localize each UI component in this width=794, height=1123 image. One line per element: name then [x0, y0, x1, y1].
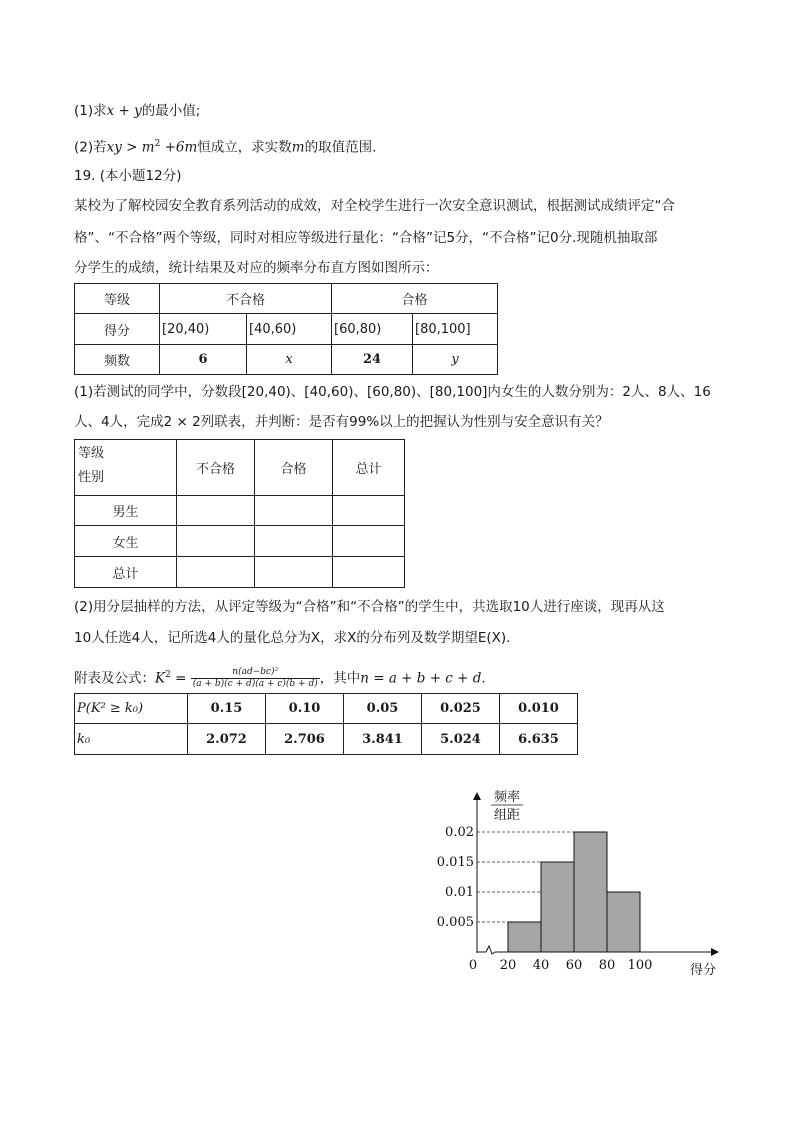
k-value-cell: 5.024: [422, 724, 500, 755]
row-header: 男生: [75, 496, 177, 526]
histogram-bar: [607, 892, 640, 952]
range-cell: [60,80): [332, 314, 413, 345]
critical-value-table: [74, 693, 578, 755]
score-label: 得分: [75, 314, 160, 345]
histogram-bar: [508, 922, 541, 952]
corner-bottom-label: 性别: [78, 470, 105, 485]
q19-heading: 19. (本小题12分): [74, 168, 182, 184]
freq-cell: 6: [160, 345, 247, 375]
histogram-bar: [541, 862, 574, 952]
q19-part2-line-2: 10人任选4人，记所选4人的量化总分为X，求X的分布列及数学期望E(X).: [74, 630, 511, 646]
blank-cell: [333, 526, 405, 557]
grade-header: 等级: [75, 284, 160, 314]
range-cell: [40,60): [247, 314, 332, 345]
q19-intro-line-1: 某校为了解校园安全教育系列活动的成效，对全校学生进行一次安全意识测试，根据测试成绩评定“合: [74, 198, 675, 214]
histogram-bar: [574, 832, 607, 952]
formula-numerator: n(ad−bc)²: [191, 667, 320, 679]
q19-part1-line-1: (1)若测试的同学中，分数段[20,40)、[40,60)、[60,80)、[80,100]内女生的人数分别为：2人、8人、16: [74, 384, 711, 400]
p-row-label: P(K² ≥ k₀): [75, 694, 188, 724]
y-tick-label: 0.01: [445, 885, 474, 900]
formula-denominator: (a + b)(c + d)(a + c)(b + d): [192, 679, 318, 689]
freq-cell: 24: [332, 345, 413, 375]
blank-cell: [333, 496, 405, 526]
x-tick-label: 80: [598, 958, 616, 973]
origin-label: 0: [468, 958, 478, 973]
y-tick-label: 0.005: [436, 915, 474, 930]
p-value-cell: 0.025: [422, 694, 500, 724]
q19-part1-line-2: 人、4人，完成2 × 2列联表，并判断：是否有99%以上的把握认为性别与安全意识有关？: [74, 414, 609, 430]
x-tick-label: 40: [532, 958, 550, 973]
q19-intro-line-2: 格”、“不合格”两个等级，同时对相应等级进行量化：“合格”记5分，“不合格”记0分.现随机抽取部: [74, 230, 658, 246]
freq-cell: y: [413, 345, 498, 375]
q18-part2: (2)若xy > $m^2 +6m$恒成立，求实数m的取值范围.: [74, 139, 377, 156]
range-cell: [80,100]: [413, 314, 498, 345]
col-header: 合格: [255, 440, 333, 496]
col-header: 总计: [333, 440, 405, 496]
blank-cell: [255, 496, 333, 526]
x-tick-label: 60: [565, 958, 583, 973]
col-header: 不合格: [177, 440, 255, 496]
freq-cell: x: [247, 345, 332, 375]
k-value-cell: 2.072: [188, 724, 266, 755]
x-tick-label: 100: [627, 958, 653, 973]
p-value-cell: 0.010: [500, 694, 578, 724]
range-cell: [20,40): [160, 314, 247, 345]
blank-cell: [177, 557, 255, 588]
formula-fraction: [191, 667, 320, 690]
blank-cell: [177, 526, 255, 557]
formula-line: 附表及公式：$K^2$ = $\frac{\text{n(ad−bc)²}}{(a + b)(c + d)(a + c)(b + d)}$ ，其中n = a + b + c + d.: [74, 667, 486, 689]
corner-cell: [75, 440, 177, 496]
row-header: 总计: [75, 557, 177, 588]
y-axis-label-numerator: 频率: [493, 790, 521, 805]
p-value-cell: 0.10: [266, 694, 344, 724]
x-tick-label: 20: [499, 958, 517, 973]
y-axis-label-denominator: 组距: [493, 808, 521, 823]
blank-cell: [333, 557, 405, 588]
p-value-cell: 0.15: [188, 694, 266, 724]
k-value-cell: 6.635: [500, 724, 578, 755]
k-row-label: k₀: [75, 724, 188, 755]
blank-cell: [177, 496, 255, 526]
k-value-cell: 2.706: [266, 724, 344, 755]
frequency-table: [74, 283, 498, 375]
blank-cell: [255, 557, 333, 588]
q19-part2-line-1: (2)用分层抽样的方法，从评定等级为“合格”和“不合格”的学生中，共选取10人进行座谈，现再从这: [74, 599, 665, 615]
fail-group-header: 不合格: [160, 284, 332, 314]
y-tick-label: 0.02: [445, 825, 474, 840]
contingency-table: [74, 439, 405, 588]
k-value-cell: 3.841: [344, 724, 422, 755]
pass-group-header: 合格: [332, 284, 498, 314]
q18-part1: (1)求x + y的最小值;: [74, 103, 201, 119]
frequency-histogram: [430, 785, 730, 985]
p-value-cell: 0.05: [344, 694, 422, 724]
corner-top-label: 等级: [78, 446, 105, 461]
blank-cell: [255, 526, 333, 557]
x-axis-label: 得分: [689, 963, 717, 978]
row-header: 女生: [75, 526, 177, 557]
freq-label: 频数: [75, 345, 160, 375]
q19-intro-line-3: 分学生的成绩，统计结果及对应的频率分布直方图如图所示：: [74, 260, 439, 276]
y-tick-label: 0.015: [436, 855, 474, 870]
axis-break-mark: [486, 946, 495, 954]
